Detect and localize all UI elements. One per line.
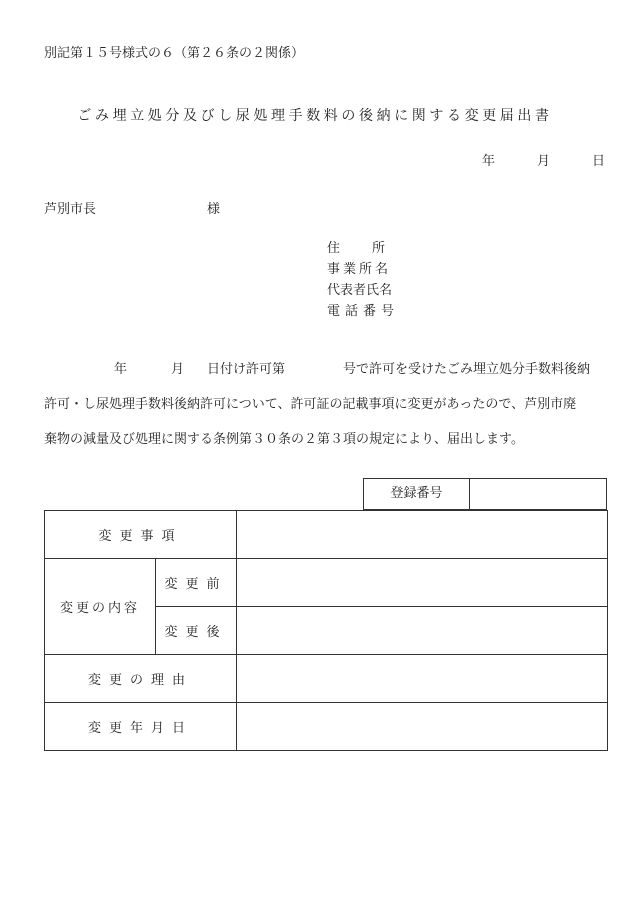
after-value[interactable]: [237, 607, 608, 655]
registration-label: 登録番号: [364, 479, 470, 509]
registration-box: [363, 478, 607, 510]
body-month: 月: [171, 362, 185, 377]
reason-value[interactable]: [237, 655, 608, 703]
body-text: [44, 352, 609, 457]
applicant-address-label: 住 所: [327, 241, 388, 256]
date-row: [0, 150, 630, 170]
body-permit: 日付け許可第: [207, 362, 286, 377]
change-content-label: 変更の内容: [45, 559, 156, 655]
applicant-fields: [327, 238, 399, 322]
applicant-phone-label: 電話番号: [327, 304, 400, 319]
after-label: 変更後: [156, 607, 237, 655]
before-value[interactable]: [237, 559, 608, 607]
change-item-value[interactable]: [237, 511, 608, 559]
registration-value[interactable]: [470, 479, 606, 509]
reason-label: 変更の理由: [45, 655, 237, 703]
body-line1-rest: 号で許可を受けたごみ埋立処分手数料後納: [343, 362, 591, 377]
before-label: 変更前: [156, 559, 237, 607]
form-id: 別記第１５号様式の６（第２６条の２関係）: [44, 46, 305, 61]
change-date-value[interactable]: [237, 703, 608, 751]
body-line3: 棄物の減量及び処理に関する条例第３０条の２第３項の規定により、届出します。: [44, 432, 524, 447]
applicant-representative-label: 代表者氏名: [327, 283, 393, 298]
date-day: 日: [592, 154, 606, 169]
addressee-honorific: 様: [207, 202, 221, 217]
change-table: [44, 510, 608, 751]
addressee-name: 芦別市長: [44, 202, 97, 217]
applicant-business-label: 事業所名: [327, 262, 392, 277]
date-year: 年: [482, 154, 496, 169]
body-year: 年: [114, 362, 128, 377]
page-title: ごみ埋立処分及びし尿処理手数料の後納に関する変更届出書: [77, 108, 553, 124]
change-item-label: 変更事項: [45, 511, 237, 559]
body-line2: 許可・し尿処理手数料後納許可について、許可証の記載事項に変更があったので、芦別市廃: [44, 397, 577, 412]
date-month: 月: [537, 154, 551, 169]
change-date-label: 変更年月日: [45, 703, 237, 751]
addressee: [44, 198, 244, 218]
